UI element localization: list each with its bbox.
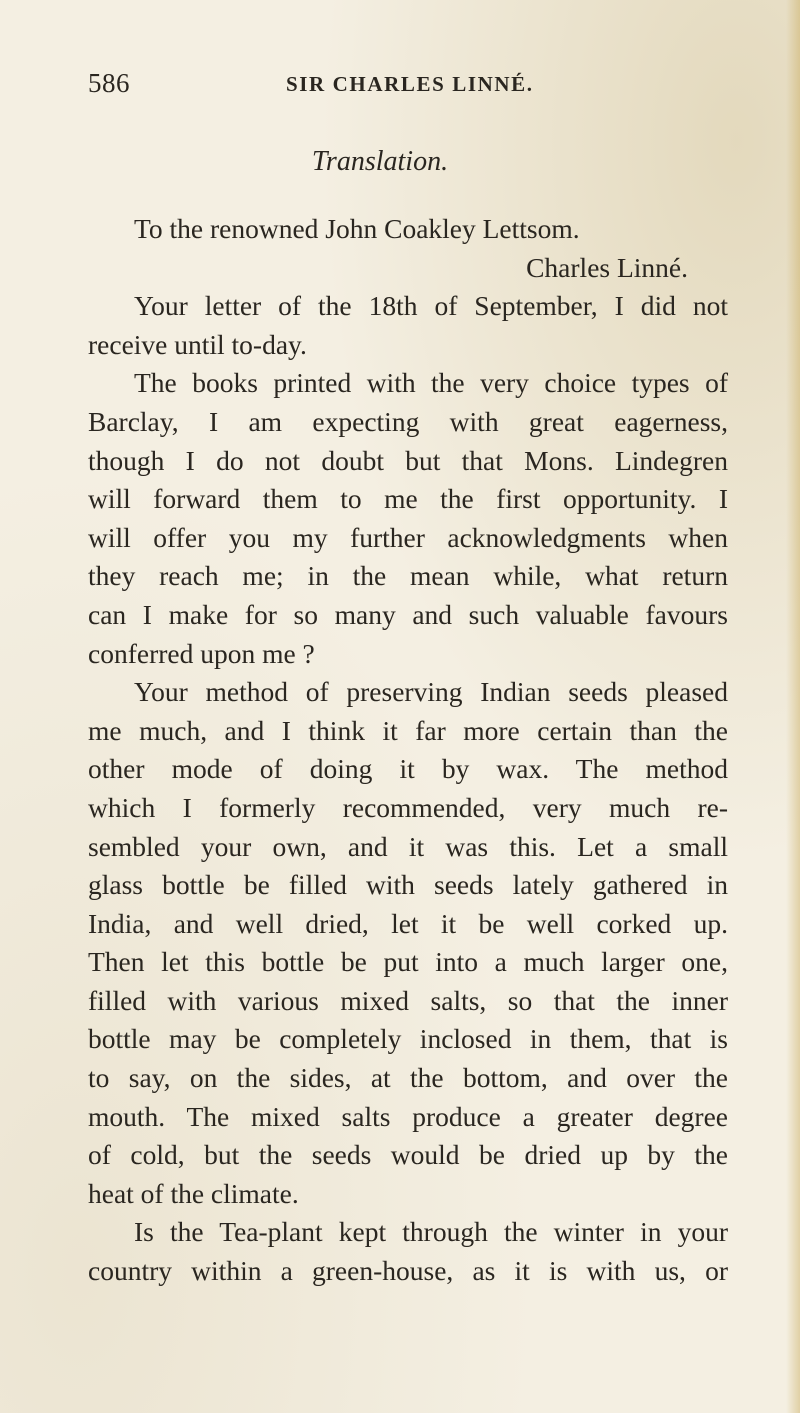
text-line: heat of the climate. bbox=[88, 1177, 299, 1209]
text-line: they reach me; in the mean while, what return bbox=[88, 560, 728, 592]
text-line: me much, and I think it far more certain than the bbox=[88, 714, 728, 746]
text-line: will forward them to me the first opportunity. I bbox=[88, 483, 728, 515]
page-number: 586 bbox=[88, 68, 130, 98]
text-line: Then let this bottle be put into a much larger one, bbox=[88, 946, 728, 978]
text-line: conferred upon me ? bbox=[88, 637, 315, 669]
text-line: can I make for so many and such valuable favours bbox=[88, 598, 728, 630]
text-line: Is the Tea-plant kept through the winter in your bbox=[134, 1216, 728, 1248]
text-line: which I formerly recommended, very much re- bbox=[88, 791, 728, 823]
letter-body bbox=[88, 210, 728, 1291]
section-heading: Translation. bbox=[311, 146, 449, 177]
running-head bbox=[88, 68, 708, 102]
text-line: glass bottle be filled with seeds lately gathered in bbox=[88, 869, 728, 901]
text-line: bottle may be completely inclosed in them, that is bbox=[88, 1023, 728, 1055]
signature-line: Charles Linné. bbox=[526, 251, 688, 283]
page-edge-shadow bbox=[786, 0, 800, 1413]
text-line: Your method of preserving Indian seeds pleased bbox=[134, 676, 728, 708]
text-line: The books printed with the very choice types of bbox=[134, 367, 728, 399]
text-line: other mode of doing it by wax. The method bbox=[88, 753, 728, 785]
text-line: receive until to-day. bbox=[88, 328, 307, 360]
running-title: SIR CHARLES LINNÉ. bbox=[286, 72, 534, 96]
text-line: India, and well dried, let it be well corked up. bbox=[88, 907, 728, 939]
text-line: filled with various mixed salts, so that the inner bbox=[88, 984, 728, 1016]
text-line: sembled your own, and it was this. Let a small bbox=[88, 830, 728, 862]
text-line: of cold, but the seeds would be dried up by the bbox=[88, 1139, 728, 1171]
text-line: though I do not doubt but that Mons. Lindegren bbox=[88, 444, 728, 476]
text-line: will offer you my further acknowledgments when bbox=[88, 521, 728, 553]
salutation-line: To the renowned John Coakley Lettsom. bbox=[134, 213, 580, 244]
text-line: Your letter of the 18th of September, I did not bbox=[134, 290, 728, 322]
text-line: Barclay, I am expecting with great eagerness, bbox=[88, 405, 728, 437]
text-line: to say, on the sides, at the bottom, and over the bbox=[88, 1062, 728, 1094]
text-line: country within a green-house, as it is with us, or bbox=[88, 1255, 728, 1287]
text-line: mouth. The mixed salts produce a greater degree bbox=[88, 1100, 728, 1132]
